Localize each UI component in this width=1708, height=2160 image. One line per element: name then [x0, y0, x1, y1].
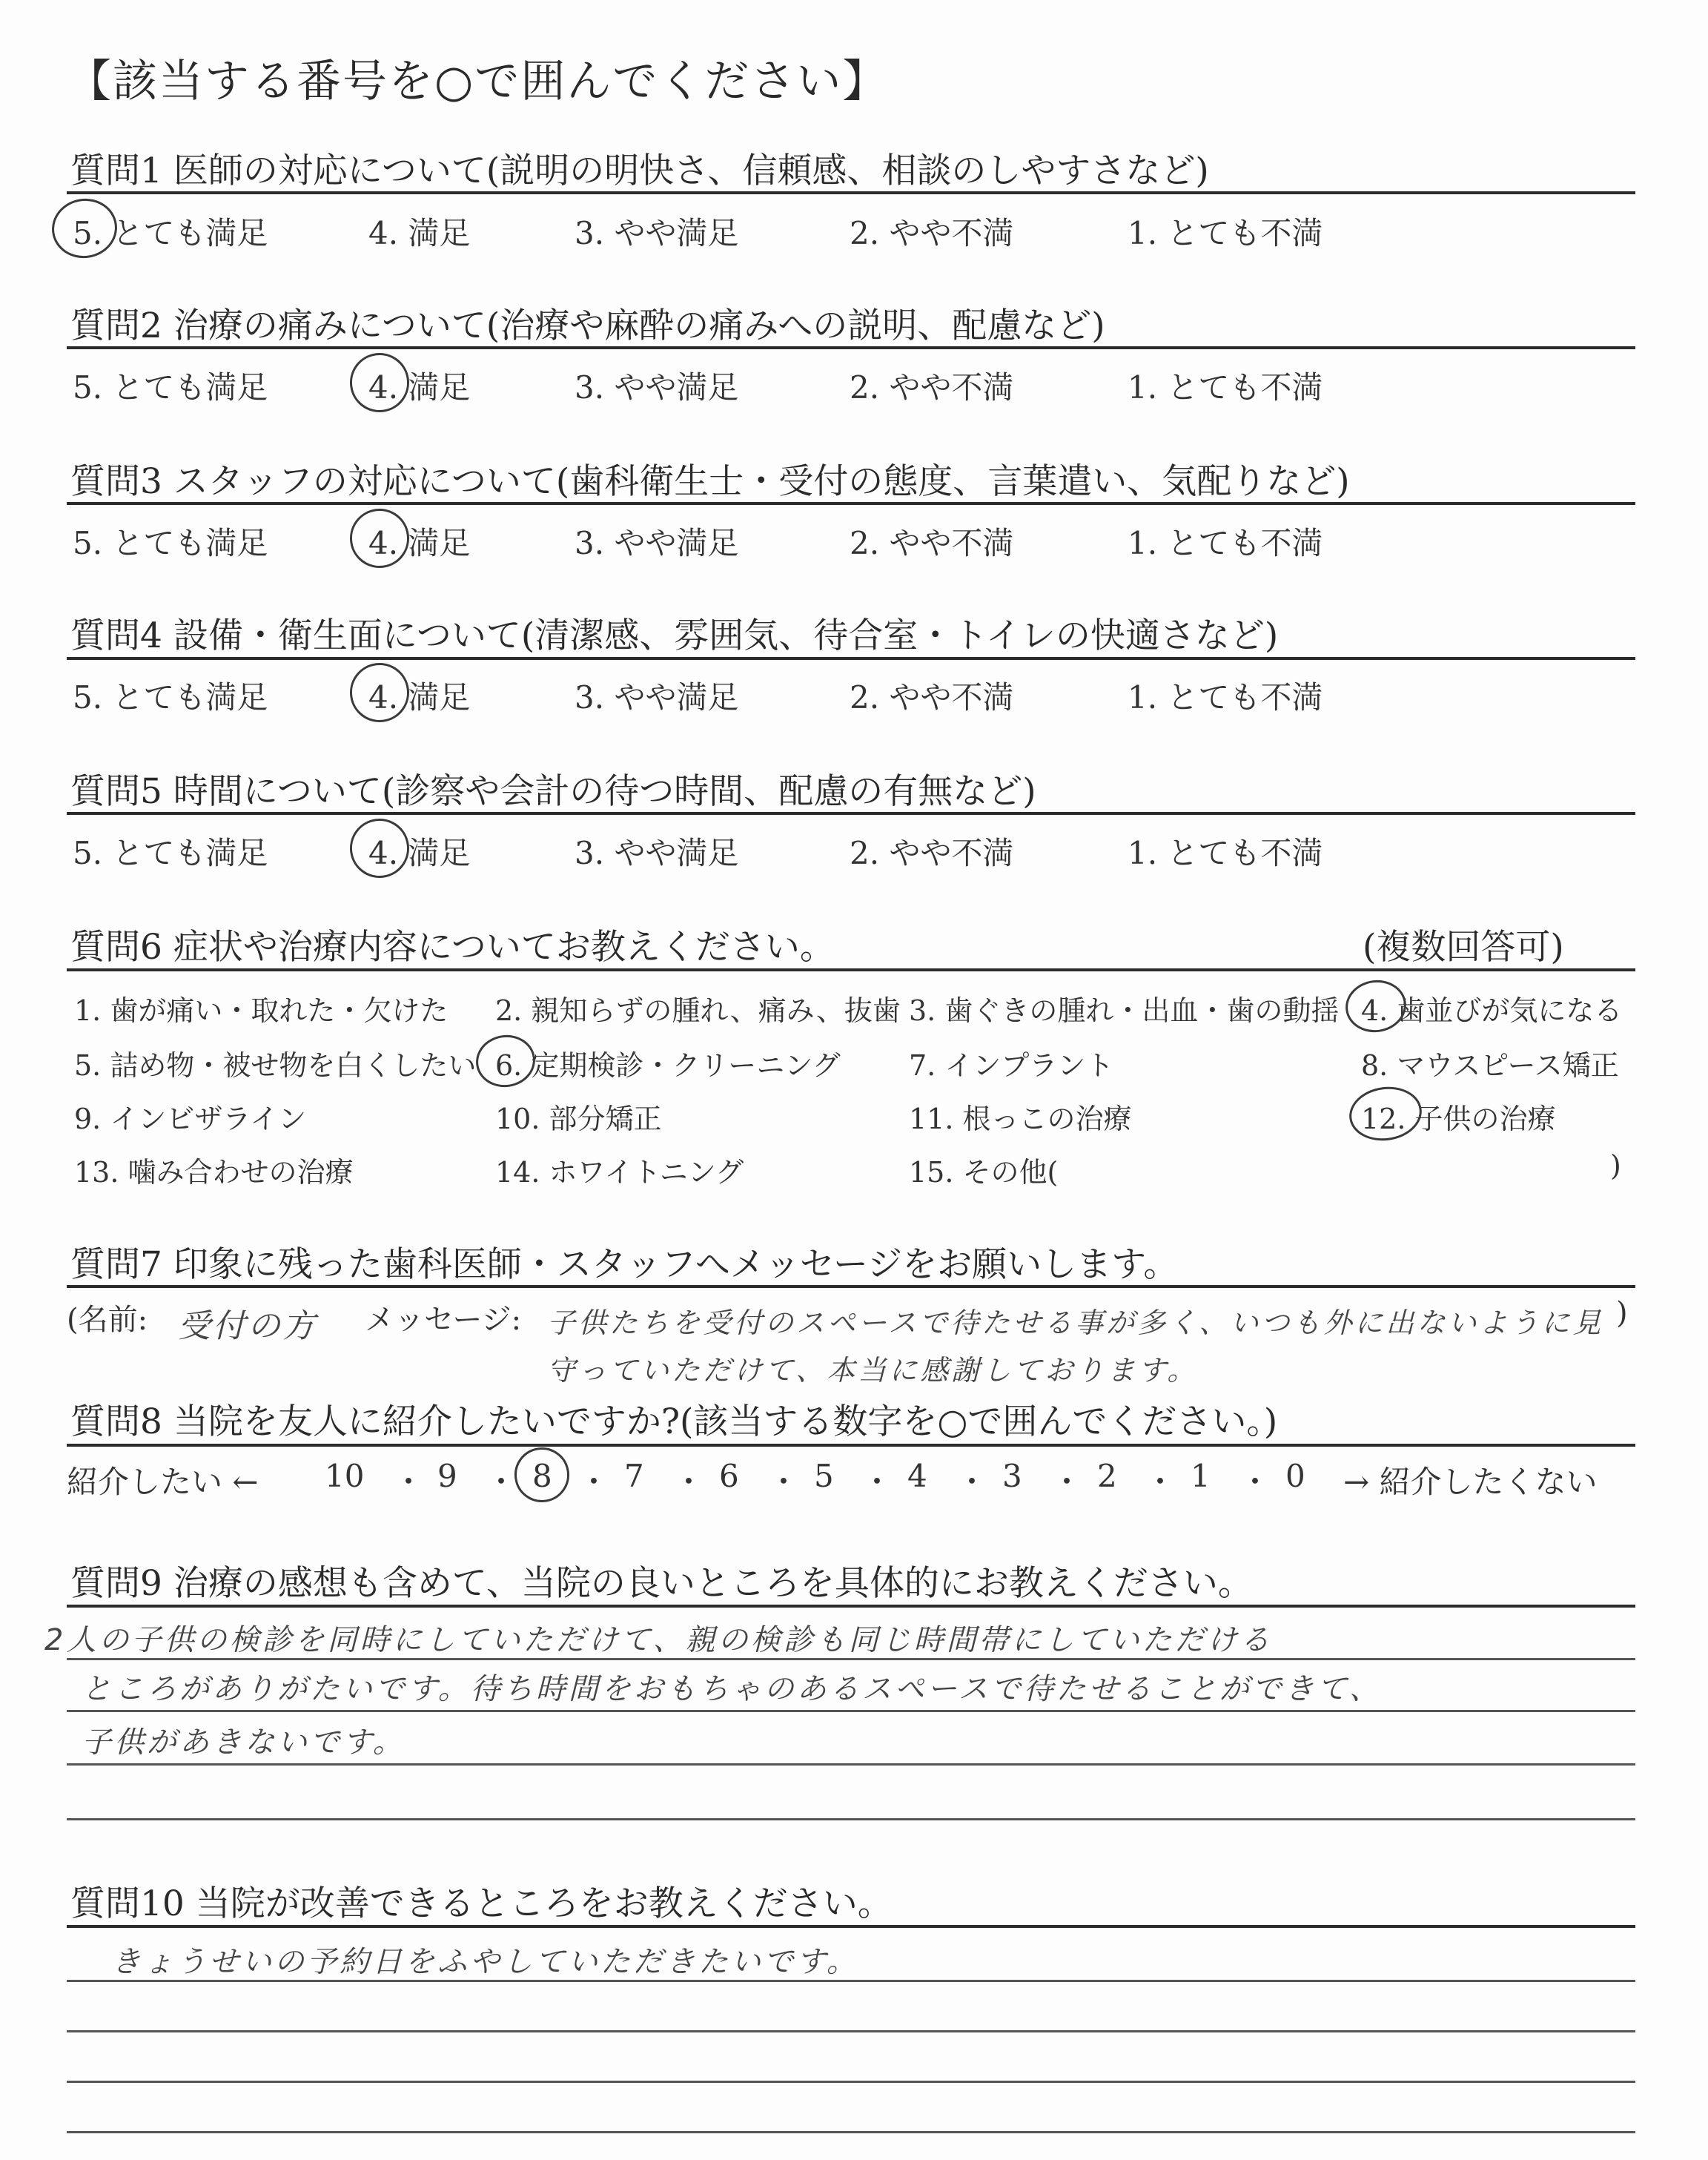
q2-option-3[interactable]: 3. やや満足	[575, 369, 739, 406]
question-2-heading: 質問2 治療の痛みについて(治療や麻酔の痛みへの説明、配慮など)	[70, 305, 1105, 346]
question-5-heading: 質問5 時間について(診察や会計の待つ時間、配慮の有無など)	[70, 771, 1036, 812]
question-1-heading: 質問1 医師の対応について(説明の明快さ、信頼感、相談のしやすさなど)	[70, 151, 1209, 191]
q1-option-5[interactable]: 5. とても満足	[73, 215, 268, 251]
q7-message-close: )	[1616, 1296, 1628, 1330]
q8-sep: ・	[393, 1464, 425, 1500]
q9-answer-line-2: ところがありがたいです。待ち時間をおもちゃのあるスペースで待たせることができて、	[82, 1672, 1382, 1706]
q10-writing-line	[67, 1980, 1635, 1982]
q8-sep: ・	[578, 1464, 610, 1500]
question-10-heading: 質問10 当院が改善できるところをお教えください。	[70, 1883, 893, 1924]
q5-option-3[interactable]: 3. やや満足	[575, 835, 739, 871]
q3-option-5[interactable]: 5. とても満足	[73, 525, 268, 561]
q9-answer-line-3: 子供があきないです。	[82, 1725, 406, 1760]
q6-option-9[interactable]: 9. インビザライン	[74, 1103, 307, 1135]
q5-option-5[interactable]: 5. とても満足	[73, 835, 268, 871]
q8-sep: ・	[1145, 1464, 1176, 1500]
q10-writing-line	[67, 2030, 1635, 2032]
q2-option-1[interactable]: 1. とても不満	[1128, 369, 1323, 406]
q1-option-2[interactable]: 2. やや不満	[850, 215, 1014, 251]
q6-option-13[interactable]: 13. 噛み合わせの治療	[74, 1156, 354, 1189]
q8-sep: ・	[1239, 1464, 1271, 1500]
q8-scale-9[interactable]: 9	[437, 1458, 457, 1494]
q8-selected-circle	[511, 1444, 573, 1506]
q7-name-label: (名前:	[67, 1303, 148, 1337]
q2-option-5[interactable]: 5. とても満足	[73, 369, 268, 406]
q9-writing-line	[67, 1658, 1635, 1660]
q6-option-10[interactable]: 10. 部分矯正	[495, 1103, 662, 1135]
q8-sep: ・	[1051, 1464, 1083, 1500]
q9-writing-line	[67, 1818, 1635, 1820]
question-9-rule	[67, 1605, 1635, 1608]
q8-scale-7[interactable]: 7	[624, 1458, 644, 1494]
q6-option-12[interactable]: 12. 子供の治療	[1361, 1103, 1556, 1135]
question-2-rule	[67, 346, 1635, 349]
q6-option-7[interactable]: 7. インプラント	[909, 1049, 1114, 1082]
q9-writing-line	[67, 1710, 1635, 1712]
q6-option-14[interactable]: 14. ホワイトニング	[495, 1156, 744, 1189]
question-9-heading: 質問9 治療の感想も含めて、当院の良いところを具体的にお教えください。	[70, 1563, 1253, 1604]
q5-option-2[interactable]: 2. やや不満	[850, 835, 1014, 871]
q8-sep: ・	[673, 1464, 705, 1500]
q4-option-5[interactable]: 5. とても満足	[73, 679, 268, 716]
q8-scale-0[interactable]: 0	[1285, 1458, 1305, 1494]
question-3-heading: 質問3 スタッフの対応について(歯科衛生士・受付の態度、言葉遣い、気配りなど)	[70, 461, 1350, 502]
q9-answer-line-1: 2人の子供の検診を同時にしていただけて、親の検診も同じ時間帯にしていただける	[44, 1623, 1273, 1657]
q4-option-3[interactable]: 3. やや満足	[575, 679, 739, 716]
q6-option-3[interactable]: 3. 歯ぐきの腫れ・出血・歯の動揺	[909, 994, 1340, 1027]
question-7-rule	[67, 1285, 1635, 1288]
q6-option-15[interactable]: 15. その他(	[909, 1156, 1059, 1189]
q8-left-label: 紹介したい ←	[67, 1464, 259, 1500]
question-7-heading: 質問7 印象に残った歯科医師・スタッフへメッセージをお願いします。	[70, 1244, 1179, 1285]
page-title: 【該当する番号を○で囲んでください】	[67, 56, 889, 108]
q4-option-1[interactable]: 1. とても不満	[1128, 679, 1323, 716]
question-6-note: (複数回答可)	[1363, 927, 1564, 968]
q7-message-handwritten: 子供たちを受付のスペースで待たせる事が多く、いつも外に出ないように見守っていただけて、本当に感謝しております。	[547, 1307, 1604, 1387]
q5-option-4[interactable]: 4. 満足	[368, 835, 471, 871]
question-4-heading: 質問4 設備・衛生面について(清潔感、雰囲気、待合室・トイレの快適さなど)	[70, 615, 1279, 656]
q6-option-6[interactable]: 6. 定期検診・クリーニング	[495, 1049, 841, 1082]
q8-scale-8[interactable]: 8	[532, 1458, 552, 1494]
q6-option-4[interactable]: 4. 歯並びが気になる	[1361, 994, 1623, 1027]
q8-sep: ・	[956, 1464, 988, 1500]
question-1-rule	[67, 191, 1635, 194]
q8-scale-10[interactable]: 10	[325, 1458, 365, 1494]
q6-option-15-close: )	[1610, 1149, 1621, 1182]
q1-option-4[interactable]: 4. 満足	[368, 215, 471, 251]
q6-option-1[interactable]: 1. 歯が痛い・取れた・欠けた	[74, 994, 448, 1027]
q8-sep: ・	[486, 1464, 517, 1500]
q8-sep: ・	[768, 1464, 800, 1500]
q8-scale-4[interactable]: 4	[907, 1458, 927, 1494]
q3-option-4[interactable]: 4. 満足	[368, 525, 471, 561]
q7-message-label: メッセージ:	[365, 1303, 522, 1337]
q8-scale-6[interactable]: 6	[719, 1458, 739, 1494]
q6-option-2[interactable]: 2. 親知らずの腫れ、痛み、抜歯	[495, 994, 901, 1027]
q4-option-2[interactable]: 2. やや不満	[850, 679, 1014, 716]
q10-writing-line	[67, 2131, 1635, 2133]
q7-name-handwritten: 受付の方	[178, 1307, 317, 1345]
q3-option-1[interactable]: 1. とても不満	[1128, 525, 1323, 561]
q6-option-5[interactable]: 5. 詰め物・被せ物を白くしたい	[74, 1049, 477, 1082]
q4-option-4[interactable]: 4. 満足	[368, 679, 471, 716]
q8-right-label: → 紹介したくない	[1343, 1464, 1598, 1500]
q6-option-11[interactable]: 11. 根っこの治療	[909, 1103, 1132, 1135]
q6-option-8[interactable]: 8. マウスピース矯正	[1361, 1049, 1619, 1082]
q3-option-2[interactable]: 2. やや不満	[850, 525, 1014, 561]
q2-option-2[interactable]: 2. やや不満	[850, 369, 1014, 406]
question-4-rule	[67, 657, 1635, 660]
q1-option-3[interactable]: 3. やや満足	[575, 215, 739, 251]
question-3-rule	[67, 502, 1635, 505]
question-6-heading: 質問6 症状や治療内容についてお教えください。	[70, 927, 835, 968]
q2-option-4[interactable]: 4. 満足	[368, 369, 471, 406]
question-5-rule	[67, 812, 1635, 815]
q10-answer-line-1: きょうせいの予約日をふやしていただきたいです。	[111, 1945, 859, 1979]
q8-scale-1[interactable]: 1	[1191, 1458, 1211, 1494]
q8-scale-3[interactable]: 3	[1002, 1458, 1022, 1494]
question-8-heading: 質問8 当院を友人に紹介したいですか?(該当する数字を○で囲んでください。)	[70, 1401, 1278, 1442]
q10-writing-line	[67, 2081, 1635, 2083]
q8-scale-5[interactable]: 5	[814, 1458, 834, 1494]
q9-writing-line	[67, 1763, 1635, 1766]
q8-sep: ・	[861, 1464, 893, 1500]
question-6-rule	[67, 968, 1635, 971]
q8-scale-2[interactable]: 2	[1097, 1458, 1117, 1494]
q5-option-1[interactable]: 1. とても不満	[1128, 835, 1323, 871]
question-8-rule	[67, 1444, 1635, 1447]
q1-option-1[interactable]: 1. とても不満	[1128, 215, 1323, 251]
q3-option-3[interactable]: 3. やや満足	[575, 525, 739, 561]
question-10-rule	[67, 1925, 1635, 1928]
